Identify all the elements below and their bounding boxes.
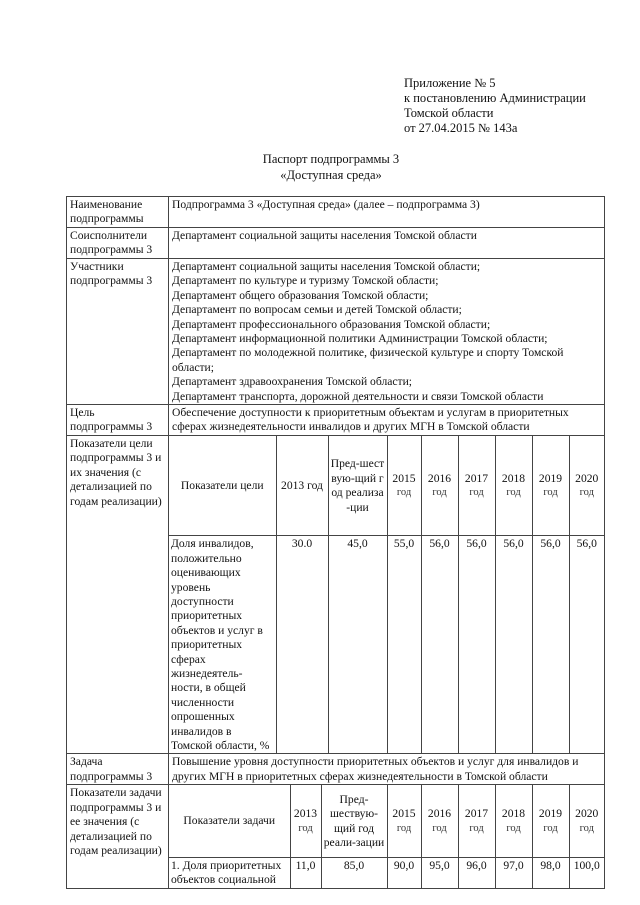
appendix-line: к постановлению Администрации	[404, 91, 586, 105]
header-year: 2016 год	[421, 785, 458, 857]
header-prev-year: Пред-шествую-щий год реали-зации	[321, 785, 387, 857]
appendix-line: Томской области	[404, 106, 494, 120]
header-year: 2019 год	[532, 785, 569, 857]
participant-item: Департамент транспорта, дорожной деятельности и связи Томской области	[172, 389, 544, 403]
value-2013: 11,0	[290, 857, 321, 887]
header-year: 2020 год	[569, 785, 604, 857]
appendix-header	[404, 76, 586, 136]
participant-item: Департамент общего образования Томской области;	[172, 288, 429, 302]
header-2013: 2013 год	[290, 785, 321, 857]
label-name: Наименование подпрограммы	[67, 197, 169, 228]
header-year: 2017 год	[458, 785, 495, 857]
appendix-line: от 27.04.2015 № 143а	[404, 121, 518, 135]
title-line-1: Паспорт подпрограммы 3	[262, 152, 400, 166]
indicator-text: 1. Доля приоритетных объектов социальной	[169, 857, 290, 887]
value-2016: 95,0	[421, 857, 458, 887]
value-2018: 56,0	[495, 536, 532, 754]
row-goal-indicators	[67, 435, 605, 754]
participant-item: Департамент социальной защиты населения Томской области;	[172, 260, 481, 273]
title-line-2: «Доступная среда»	[280, 167, 382, 182]
header-prev-year: Пред-шествую-щий год реализа-ции	[328, 436, 387, 536]
value-2015: 55,0	[387, 536, 421, 754]
label-participants: Участники подпрограммы 3	[67, 259, 169, 405]
value-2019: 56,0	[532, 536, 569, 754]
appendix-line: Приложение № 5	[404, 76, 496, 90]
value-2020: 56,0	[569, 536, 604, 754]
value-2019: 98,0	[532, 857, 569, 887]
passport-table	[66, 196, 605, 889]
row-goal	[67, 405, 605, 436]
value-2017: 56,0	[458, 536, 495, 754]
value-2015: 90,0	[387, 857, 421, 887]
row-participants	[67, 259, 605, 405]
header-year: 2017 год	[458, 436, 495, 536]
task-indicators-cell	[169, 785, 605, 888]
header-year: 2016 год	[421, 436, 458, 536]
value-task: Повышение уровня доступности приоритетных объектов и услуг для инвалидов и других МГН в приоритетных сферах жизнедеятельности в Томской области	[169, 754, 605, 785]
row-task	[67, 754, 605, 785]
participant-item: Департамент профессионального образования Томской области;	[172, 317, 491, 331]
task-header-row	[169, 785, 604, 857]
header-indicator: Показатели цели	[180, 478, 264, 492]
value-2018: 97,0	[495, 857, 532, 887]
header-indicator: Показатели задачи	[183, 814, 276, 828]
task-indicators-table	[169, 785, 604, 887]
goal-data-row	[169, 536, 604, 754]
label-task-indicators: Показатели задачи подпрограммы 3 и ее значения (с детализацией по годам реализации)	[67, 785, 169, 888]
goal-indicators-table	[169, 436, 604, 754]
goal-header-row	[169, 436, 604, 536]
header-year: 2015 год	[387, 436, 421, 536]
task-data-row	[169, 857, 604, 887]
row-name	[67, 197, 605, 228]
row-coexecutors	[67, 228, 605, 259]
value-2013: 30.0	[276, 536, 328, 754]
indicator-text: Доля инвалидов, положительно оценивающих уровень доступности приоритетных объектов и услуг в приоритетных сферах жизнедеятель-ности, в общей численности опрошенных инвалидов в Томской области, %	[169, 536, 276, 754]
participant-item: Департамент информационной политики Администрации Томской области;	[172, 332, 548, 346]
value-2020: 100,0	[569, 857, 604, 887]
header-year: 2020 год	[569, 436, 604, 536]
participant-item: Департамент здравоохранения Томской области;	[172, 375, 413, 389]
header-2013: 2013 год	[276, 436, 328, 536]
row-task-indicators	[67, 785, 605, 888]
value-prev-year: 45,0	[328, 536, 387, 754]
header-year: 2018 год	[495, 436, 532, 536]
value-2016: 56,0	[421, 536, 458, 754]
goal-indicators-cell	[169, 435, 605, 754]
participants-list	[169, 259, 605, 405]
header-year: 2015 год	[387, 785, 421, 857]
participant-item: Департамент по вопросам семьи и детей Томской области;	[172, 303, 462, 317]
header-year: 2019 год	[532, 436, 569, 536]
label-coexecutors: Соисполнители подпрограммы 3	[67, 228, 169, 259]
value-2017: 96,0	[458, 857, 495, 887]
label-goal-indicators: Показатели цели подпрограммы 3 и их значения (с детализацией по годам реализации)	[67, 435, 169, 754]
label-goal: Цель подпрограммы 3	[67, 405, 169, 436]
value-prev-year: 85,0	[321, 857, 387, 887]
participant-item: Департамент по культуре и туризму Томской области;	[172, 274, 439, 288]
value-goal: Обеспечение доступности к приоритетным объектам и услугам в приоритетных сферах жизнедеятельности инвалидов и других МГН в Томской области	[169, 405, 605, 436]
label-task: Задача подпрограммы 3	[67, 754, 169, 785]
header-year: 2018 год	[495, 785, 532, 857]
value-name: Подпрограмма 3 «Доступная среда» (далее – подпрограмма 3)	[169, 197, 605, 228]
document-title	[0, 152, 640, 183]
value-coexecutors: Департамент социальной защиты населения Томской области	[169, 228, 605, 259]
participant-item: Департамент по молодежной политике, физической культуре и спорту Томской области;	[172, 346, 564, 374]
